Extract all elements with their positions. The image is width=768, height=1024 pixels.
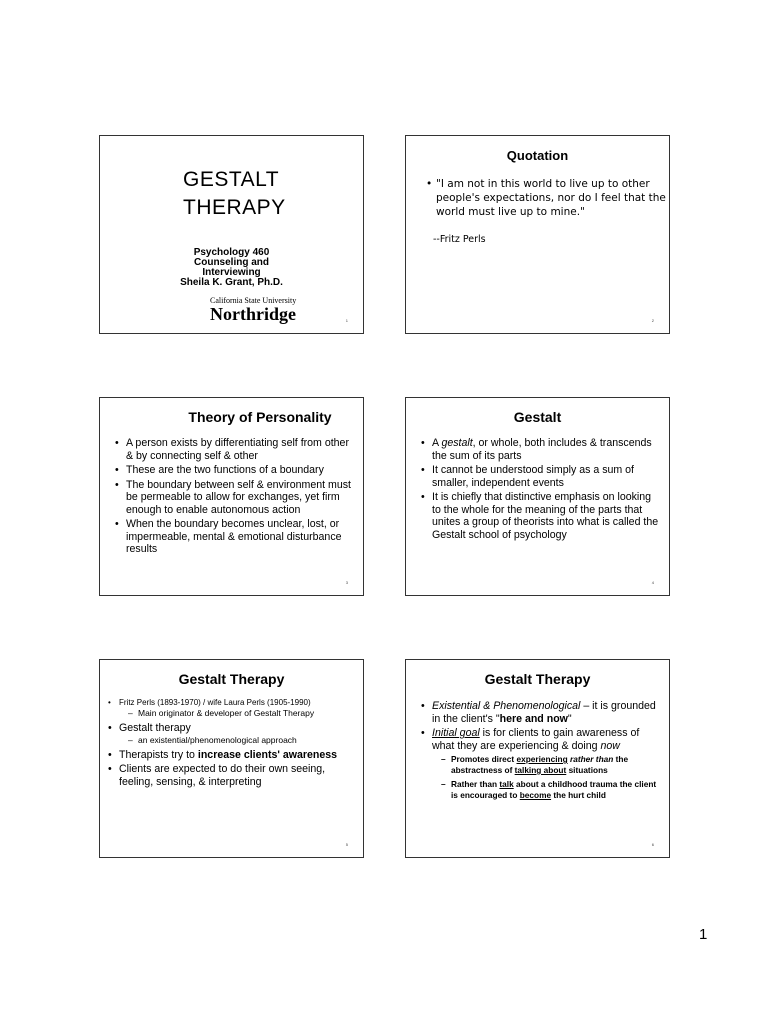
text-run: Rather than xyxy=(451,779,500,789)
slide-number: 1 xyxy=(345,318,348,323)
slide-number: 4 xyxy=(651,580,654,585)
text-run: A xyxy=(432,437,442,449)
text-run: talking about xyxy=(514,765,567,775)
credit-line-3: Interviewing xyxy=(202,267,261,278)
list-item xyxy=(421,437,661,462)
list-item: • The boundary between self & environment must be permeable to allow for exchanges, yet firm enough to enable autonomous action xyxy=(115,479,355,517)
list-item: • It cannot be understood simply as a sum of smaller, independent events xyxy=(421,464,661,489)
quote-text: • "I am not in this world to live up to other people's expectations, nor do I feel that the world must live up to mine." xyxy=(426,177,666,219)
list-item: • A person exists by differentiating self from other & by connecting self & other xyxy=(115,437,355,462)
slide-3-title: Theory of Personality xyxy=(188,409,332,425)
logo-campus-name: Northridge xyxy=(210,304,296,324)
list-item: • Clients are expected to do their own seeing, feeling, sensing, & interpreting xyxy=(108,763,358,788)
slide-4-title: Gestalt xyxy=(513,409,562,425)
term-gestalt: gestalt xyxy=(441,437,473,449)
slide-2-title: Quotation xyxy=(506,148,569,163)
text-run: the abstractness of xyxy=(451,754,629,775)
slide-6-title: Gestalt Therapy xyxy=(484,671,591,687)
title-line-2: THERAPY xyxy=(183,196,286,219)
slide-3 xyxy=(99,397,364,596)
text-run: become xyxy=(519,790,552,800)
sub-item xyxy=(432,754,661,776)
list-item xyxy=(108,749,358,762)
slide-3-bullets xyxy=(115,437,355,558)
text-run: talk xyxy=(499,779,514,789)
slide-number: 2 xyxy=(651,318,654,323)
sub-item xyxy=(432,779,661,801)
credit-line-2: Counseling and xyxy=(194,257,269,268)
university-logo xyxy=(210,296,296,323)
text-run: rather than xyxy=(569,754,614,764)
slide-6-bullets xyxy=(421,700,661,804)
slide-4 xyxy=(405,397,670,596)
credit-course: Psychology 460 xyxy=(193,247,270,258)
text-run: situations xyxy=(566,765,608,775)
credit-author: Sheila K. Grant, Ph.D. xyxy=(180,277,283,288)
list-item-text: • Gestalt therapy xyxy=(119,722,191,734)
text-run: , or whole, both includes & transcends the sum of its parts xyxy=(432,437,652,462)
text-run: – it is grounded in the client's " xyxy=(432,700,656,725)
slide-2 xyxy=(405,135,670,334)
list-item xyxy=(108,722,358,746)
slide-number: 5 xyxy=(345,842,348,847)
text-run: " xyxy=(567,712,572,725)
list-item-text: • Fritz Perls (1893-1970) / wife Laura Perls (1905-1990) xyxy=(119,698,311,707)
title-line-1: GESTALT xyxy=(183,168,280,191)
text-run: Therapists try to xyxy=(119,748,198,761)
emphasis-awareness: increase clients' awareness xyxy=(197,748,338,761)
text-run: now xyxy=(600,739,620,752)
slide-1 xyxy=(99,135,364,334)
slide-5-title: Gestalt Therapy xyxy=(178,671,285,687)
quote-author: --Fritz Perls xyxy=(433,234,486,245)
slide-number: 3 xyxy=(345,580,348,585)
logo-university-label: California State University xyxy=(210,296,297,305)
slide-5-bullets xyxy=(108,697,358,790)
list-item: • When the boundary becomes unclear, lost, or impermeable, mental & emotional disturbance results xyxy=(115,518,355,556)
slide-1-title xyxy=(183,166,286,222)
page-number: 1 xyxy=(699,926,708,943)
slide-6 xyxy=(405,659,670,858)
slide-4-bullets xyxy=(421,437,661,543)
text-run: the hurt child xyxy=(551,790,606,800)
list-item: • These are the two functions of a boundary xyxy=(115,464,355,477)
slide-5 xyxy=(99,659,364,858)
slide-1-credits xyxy=(100,248,363,288)
text-run: is for clients to gain awareness of what they are experiencing & doing xyxy=(432,727,640,752)
list-item xyxy=(421,727,661,801)
sub-item: – an existential/phenomenological approach xyxy=(119,735,358,746)
slide-number: 6 xyxy=(651,842,654,847)
text-run: Existential & Phenomenological xyxy=(432,700,581,712)
list-item xyxy=(421,700,661,725)
text-run: about a childhood trauma the client is encouraged to xyxy=(451,779,657,800)
text-run: Promotes direct xyxy=(451,754,517,764)
sub-item: – Main originator & developer of Gestalt Therapy xyxy=(119,708,358,719)
term-initial-goal: Initial goal xyxy=(432,727,480,739)
emphasis-here-and-now: here and now xyxy=(499,712,568,725)
text-run: experiencing xyxy=(516,754,568,764)
list-item xyxy=(108,697,358,719)
list-item: • It is chiefly that distinctive emphasis on looking to the whole for the meaning of the parts that unites a group of theorists into what is called the Gestalt school of psychology xyxy=(421,491,661,541)
